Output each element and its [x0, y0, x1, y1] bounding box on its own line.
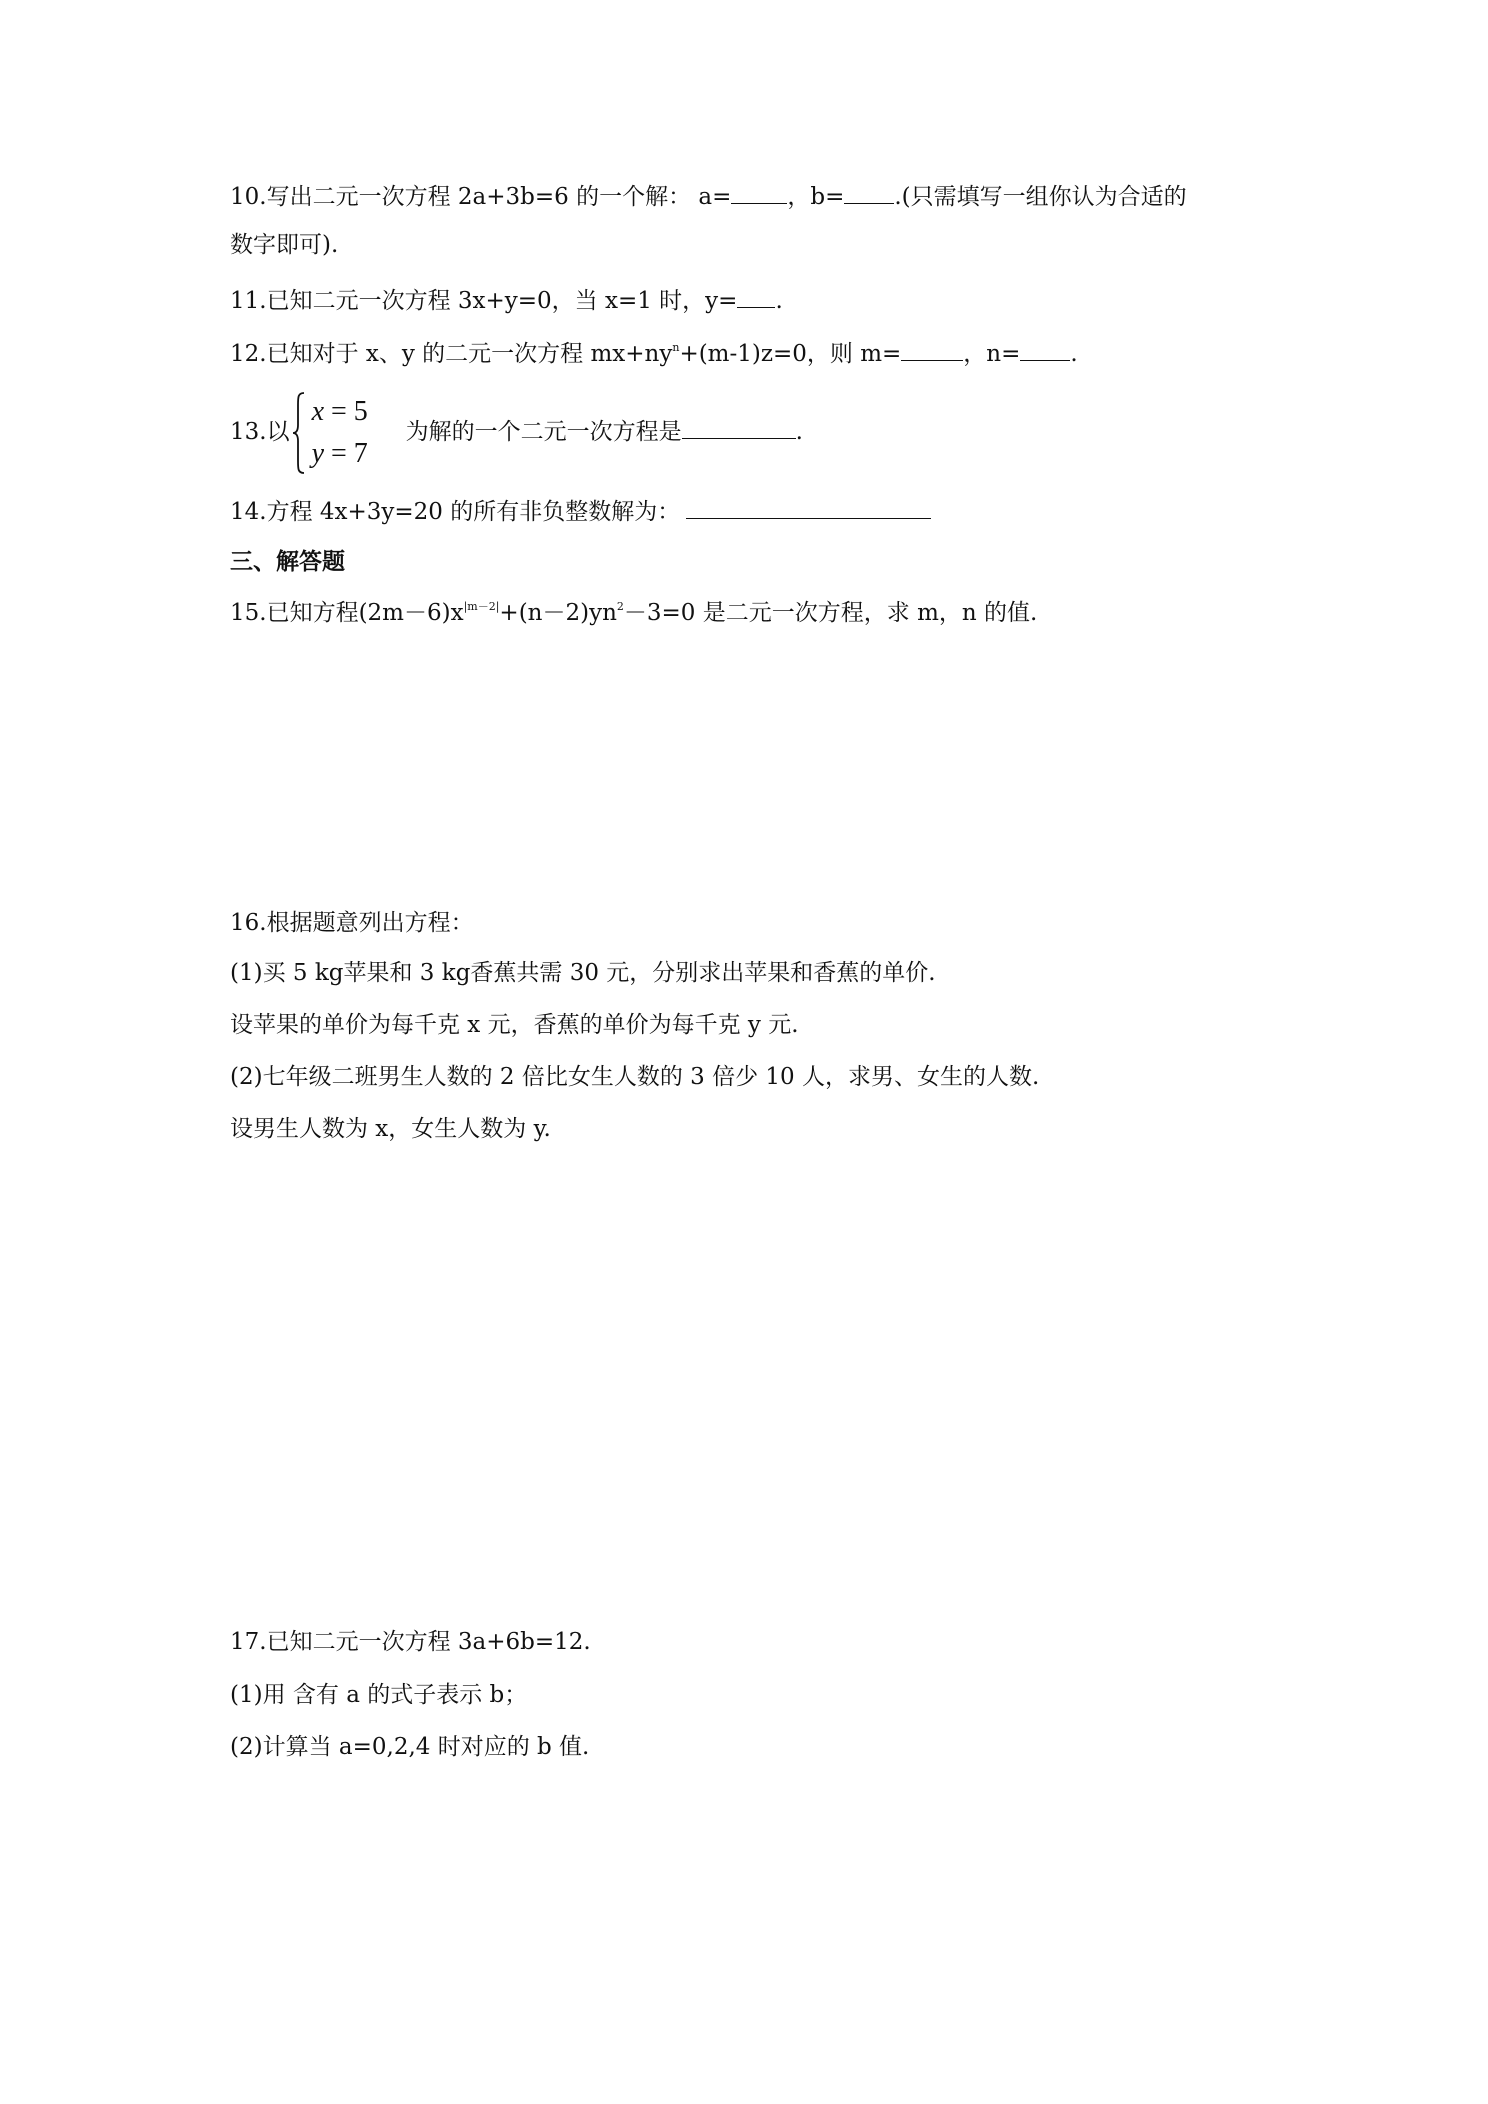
question-16: 16.根据题意列出方程：: [230, 910, 474, 936]
question-16-part-2: (2)七年级二班男生人数的 2 倍比女生人数的 3 倍少 10 人，求男、女生的人数.: [230, 1064, 1040, 1090]
question-16-part-2-setup: 设男生人数为 x，女生人数为 y.: [230, 1116, 551, 1142]
answer-blank-solutions[interactable]: [686, 496, 931, 519]
section-heading: 三、解答题: [230, 549, 345, 575]
equation-system: [292, 391, 404, 475]
question-17-part-1: (1)用 含有 a 的式子表示 b；: [230, 1682, 528, 1708]
question-12: 12.已知对于 x、y 的二元一次方程 $mx+ny^n+(m-1)z=0$，则 m= ，n= .: [230, 338, 1078, 369]
question-17-part-2: (2)计算当 a=0,2,4 时对应的 b 值.: [230, 1734, 590, 1760]
answer-blank-n[interactable]: [1020, 338, 1070, 361]
question-16-part-1: (1)买 5 kg苹果和 3 kg香蕉共需 30 元，分别求出苹果和香蕉的单价.: [230, 960, 936, 986]
answer-blank-a[interactable]: [731, 181, 787, 204]
question-10: 10.写出二元一次方程 2a+3b=6 的一个解： a= ，b= .(只需填写一组你认为合适的: [230, 181, 1187, 212]
question-14: 14.方程 4x+3y=20 的所有非负整数解为：: [230, 496, 931, 527]
answer-blank-y[interactable]: [737, 285, 775, 308]
left-brace-icon: [292, 391, 306, 475]
question-10-continued: 数字即可).: [230, 232, 339, 258]
equation-y: y = 7: [311, 438, 368, 469]
answer-blank-m[interactable]: [901, 338, 963, 361]
question-13: 13.以 x = 5 y = 7 为解的一个二元一次方程是 .: [230, 390, 803, 475]
answer-blank-equation[interactable]: [682, 416, 796, 439]
question-11: 11.已知二元一次方程 3x+y=0，当 x=1 时，y= .: [230, 285, 783, 316]
answer-blank-b[interactable]: [844, 181, 894, 204]
question-16-part-1-setup: 设苹果的单价为每千克 x 元，香蕉的单价为每千克 y 元.: [230, 1012, 799, 1038]
equation-x: x = 5: [311, 396, 368, 427]
question-17: 17.已知二元一次方程 3a+6b=12.: [230, 1629, 591, 1655]
question-15: 15.已知方程$(2m-6)x^{|m-2|}+(n-2)yn^2-3=0$ 是二元一次方程，求 m，n 的值.: [230, 600, 1038, 626]
